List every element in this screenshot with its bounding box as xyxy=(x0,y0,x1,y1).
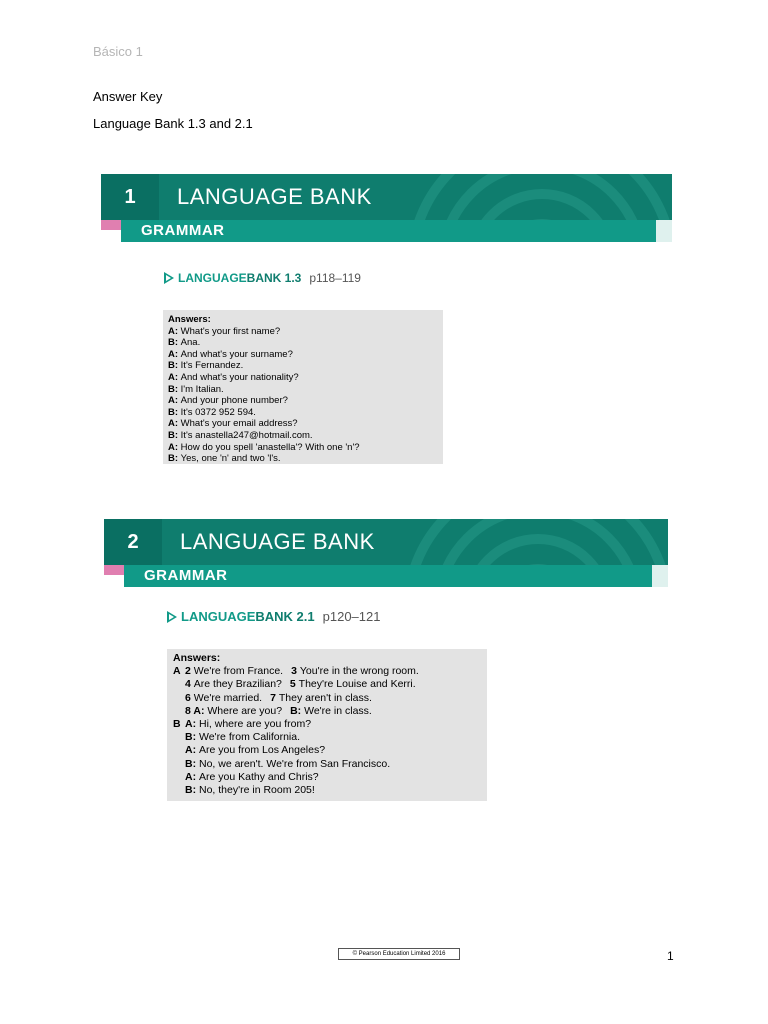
dialogue-text: Ana. xyxy=(180,337,201,349)
speaker-label: B: xyxy=(185,757,199,770)
speaker-label: B: xyxy=(185,784,199,797)
dialogue-text: We're from California. xyxy=(199,731,301,744)
dialogue-text: How do you spell 'anastella'? With one 'n'? xyxy=(180,441,360,453)
dialogue-line xyxy=(168,326,438,338)
dialogue-line xyxy=(168,337,438,349)
speaker-label: A: xyxy=(185,770,199,783)
language-bank-reference xyxy=(164,271,361,285)
dialogue-text: Yes, one 'n' and two 'l's. xyxy=(180,453,281,465)
answers-box-1 xyxy=(163,310,443,464)
language-bank-reference xyxy=(167,609,380,624)
part-b-row xyxy=(173,758,481,771)
ref-bank: BANK 1.3 xyxy=(246,271,302,285)
play-triangle-icon xyxy=(167,611,177,623)
item-text: Are they Brazilian? xyxy=(193,678,282,691)
dialogue-text: No, we aren't. We're from San Francisco. xyxy=(199,757,391,770)
item-text: They aren't in class. xyxy=(278,691,372,704)
speaker-label: B: xyxy=(168,429,181,441)
banner-top-bar xyxy=(101,174,672,220)
part-label: B xyxy=(173,718,181,731)
dialogue-text: And what's your nationality? xyxy=(180,371,299,383)
course-label: Básico 1 xyxy=(93,44,143,59)
dialogue-text: I'm Italian. xyxy=(180,383,224,395)
speaker-label: B: xyxy=(168,383,181,395)
dialogue-text: And your phone number? xyxy=(180,395,288,407)
dialogue-text: Hi, where are you from? xyxy=(199,718,312,731)
item-number: 3 xyxy=(291,665,300,678)
ref-pages: p120–121 xyxy=(322,609,381,624)
ref-language: LANGUAGE xyxy=(181,609,256,624)
part-a-row xyxy=(173,705,481,718)
banner-strip xyxy=(656,220,672,242)
dialogue-line xyxy=(168,360,438,372)
speaker-label: A: xyxy=(168,371,181,383)
speaker-label: B: xyxy=(168,360,181,372)
part-b-row xyxy=(173,784,481,797)
language-bank-2-banner xyxy=(104,519,668,587)
part-a-row xyxy=(173,692,481,705)
play-triangle-icon xyxy=(164,272,174,284)
item-text: They're Louise and Kerri. xyxy=(298,678,416,691)
item-number: 4 xyxy=(185,678,194,691)
dialogue-line xyxy=(168,384,438,396)
banner-title: LANGUAGE BANK xyxy=(180,529,375,554)
speaker-label: B: xyxy=(168,337,181,349)
item-number: 5 xyxy=(289,678,299,691)
banner-title: LANGUAGE BANK xyxy=(177,184,372,209)
speaker-label: B: xyxy=(168,406,181,418)
item-text: You're in the wrong room. xyxy=(299,665,419,678)
dialogue-text: It's Fernandez. xyxy=(180,360,244,372)
document-subtitle: Language Bank 1.3 and 2.1 xyxy=(93,116,253,131)
banner-top-bar xyxy=(104,519,668,565)
speaker-label: B: xyxy=(168,453,181,465)
dialogue-text: What's your email address? xyxy=(180,418,298,430)
speaker-label: A: xyxy=(168,418,181,430)
answers-label: Answers: xyxy=(168,314,211,325)
banner-strip xyxy=(652,565,668,587)
decorative-rings-icon xyxy=(392,174,672,220)
answer-lines xyxy=(168,326,438,465)
item-text: We're married. xyxy=(193,691,263,704)
copyright-notice: © Pearson Education Limited 2016 xyxy=(338,948,460,960)
part-b-row xyxy=(173,771,481,784)
dialogue-text: It's anastella247@hotmail.com. xyxy=(180,429,313,441)
part-a-row xyxy=(173,665,481,678)
part-b-row xyxy=(173,731,481,744)
part-a-row xyxy=(173,678,481,691)
item-number: 6 xyxy=(185,691,194,704)
dialogue-line xyxy=(168,395,438,407)
part-b-row xyxy=(173,744,481,757)
part-b-answers xyxy=(173,718,481,797)
item-text: Where are you? xyxy=(207,704,283,717)
dialogue-line xyxy=(168,453,438,465)
dialogue-text: It's 0372 952 594. xyxy=(180,406,256,418)
speaker-label: B: xyxy=(185,731,199,744)
item-number: 7 xyxy=(270,691,279,704)
answers-box-2 xyxy=(167,649,487,801)
speaker-label: A: xyxy=(168,325,181,337)
speaker-label: A: xyxy=(168,348,181,360)
item-text: We're from France. xyxy=(193,665,284,678)
decorative-rings-icon xyxy=(388,519,668,565)
part-label: A xyxy=(173,665,181,678)
speaker-label: A: xyxy=(185,744,199,757)
page-number: 1 xyxy=(667,949,674,963)
item-number: B: xyxy=(290,704,305,717)
part-a-answers xyxy=(173,665,481,718)
item-number: 2 xyxy=(185,665,194,678)
dialogue-line xyxy=(168,407,438,419)
item-number: 8 A: xyxy=(185,704,208,717)
section-number: 1 xyxy=(101,174,159,220)
ref-pages: p118–119 xyxy=(309,271,361,285)
item-text: We're in class. xyxy=(304,704,372,717)
dialogue-line xyxy=(168,349,438,361)
dialogue-line xyxy=(168,430,438,442)
answer-key-heading: Answer Key xyxy=(93,89,163,104)
dialogue-line xyxy=(168,418,438,430)
speaker-label: A: xyxy=(168,441,181,453)
grammar-label: GRAMMAR xyxy=(121,220,656,242)
ref-bank: BANK 2.1 xyxy=(255,609,315,624)
dialogue-line xyxy=(168,372,438,384)
dialogue-text: No, they're in Room 205! xyxy=(199,784,315,797)
part-b-row xyxy=(173,718,481,731)
dialogue-text: Are you Kathy and Chris? xyxy=(199,770,319,783)
section-number: 2 xyxy=(104,519,162,565)
grammar-label: GRAMMAR xyxy=(124,565,652,587)
dialogue-text: What's your first name? xyxy=(180,325,281,337)
dialogue-text: And what's your surname? xyxy=(180,348,293,360)
speaker-label: A: xyxy=(168,395,181,407)
ref-language: LANGUAGE xyxy=(178,271,247,285)
dialogue-text: Are you from Los Angeles? xyxy=(199,744,326,757)
speaker-label: A: xyxy=(185,718,199,731)
language-bank-1-banner xyxy=(101,174,672,242)
answers-label: Answers: xyxy=(173,652,221,664)
dialogue-line xyxy=(168,442,438,454)
